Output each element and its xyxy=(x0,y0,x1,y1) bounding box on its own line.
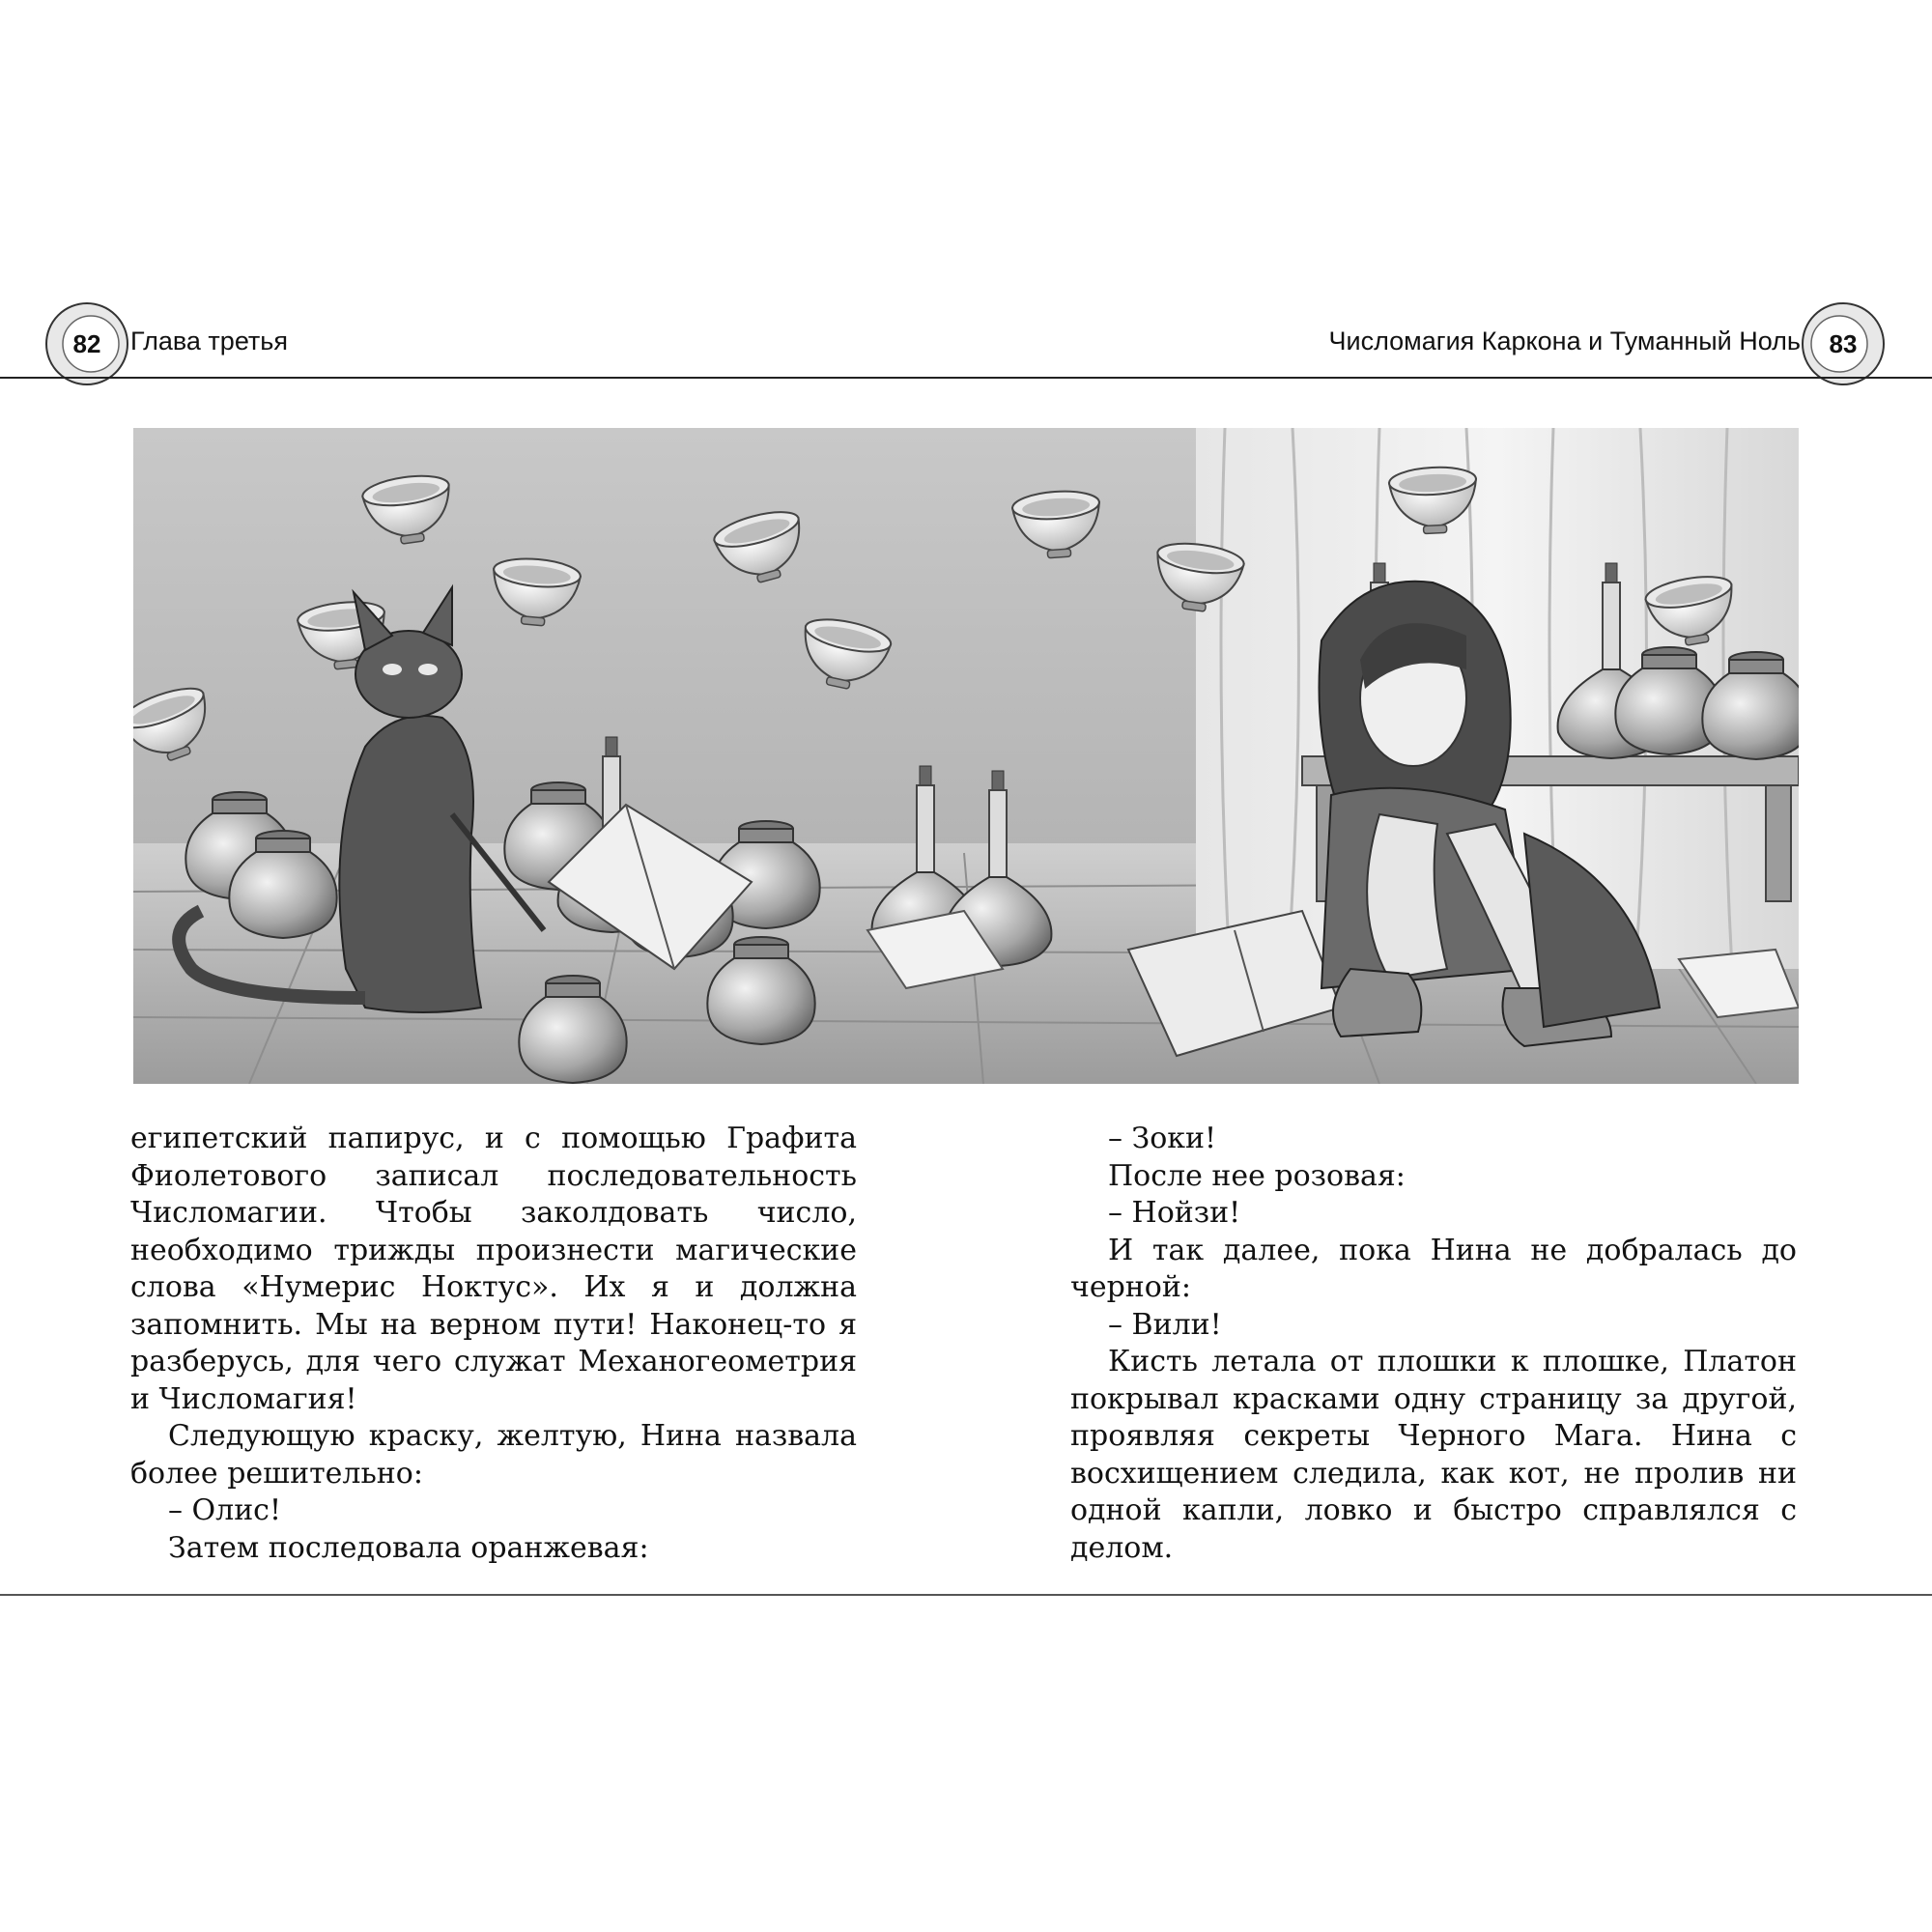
dialog-line: – Вили! xyxy=(1108,1307,1222,1342)
paragraph: египетский папирус, и с помощью Графита Фиолетового записал последовательность Числомагии. Чтобы заколдовать число, необходимо трижды произнести магические слова «Нумерис Ноктус». Их я и должна запомнить. Мы на верном пути! Наконец-то я разберусь, для чего служат Механогеометрия и Числомагия! xyxy=(130,1122,857,1416)
paragraph: Следующую краску, желтую, Нина назвала более решительно: xyxy=(130,1419,857,1491)
paragraph: И так далее, пока Нина не добралась до черной: xyxy=(1070,1233,1797,1304)
book-illustration xyxy=(133,428,1799,1084)
paragraph: Кисть летала от плошки к плошке, Платон покрывал красками одну страницу за другой, проявляя секреты Черного Мага. Нина с восхищением следила, как кот, не пролив ни одной капли, ловко и быстро справлялся с делом. xyxy=(1070,1345,1797,1565)
dialog-line: – Зоки! xyxy=(1108,1122,1217,1155)
header-divider xyxy=(0,377,1932,379)
page-number-badge-right xyxy=(1799,299,1888,388)
page-number-badge-left xyxy=(43,299,131,388)
running-head-left: Глава третья xyxy=(130,327,288,355)
page-number-left: 82 xyxy=(72,329,101,358)
running-head-right: Числомагия Каркона и Туманный Ноль xyxy=(1328,327,1801,355)
text-column-left xyxy=(130,1121,857,1567)
page-number-right: 83 xyxy=(1829,329,1858,358)
paragraph: Затем последовала оранжевая: xyxy=(168,1530,649,1565)
illustration-drawing xyxy=(133,428,1799,1084)
paragraph: После нее розовая: xyxy=(1108,1158,1406,1193)
dialog-line: – Нойзи! xyxy=(1108,1196,1241,1230)
dialog-line: – Олис! xyxy=(168,1493,282,1527)
text-column-right xyxy=(1070,1121,1797,1567)
footer-divider xyxy=(0,1594,1932,1596)
